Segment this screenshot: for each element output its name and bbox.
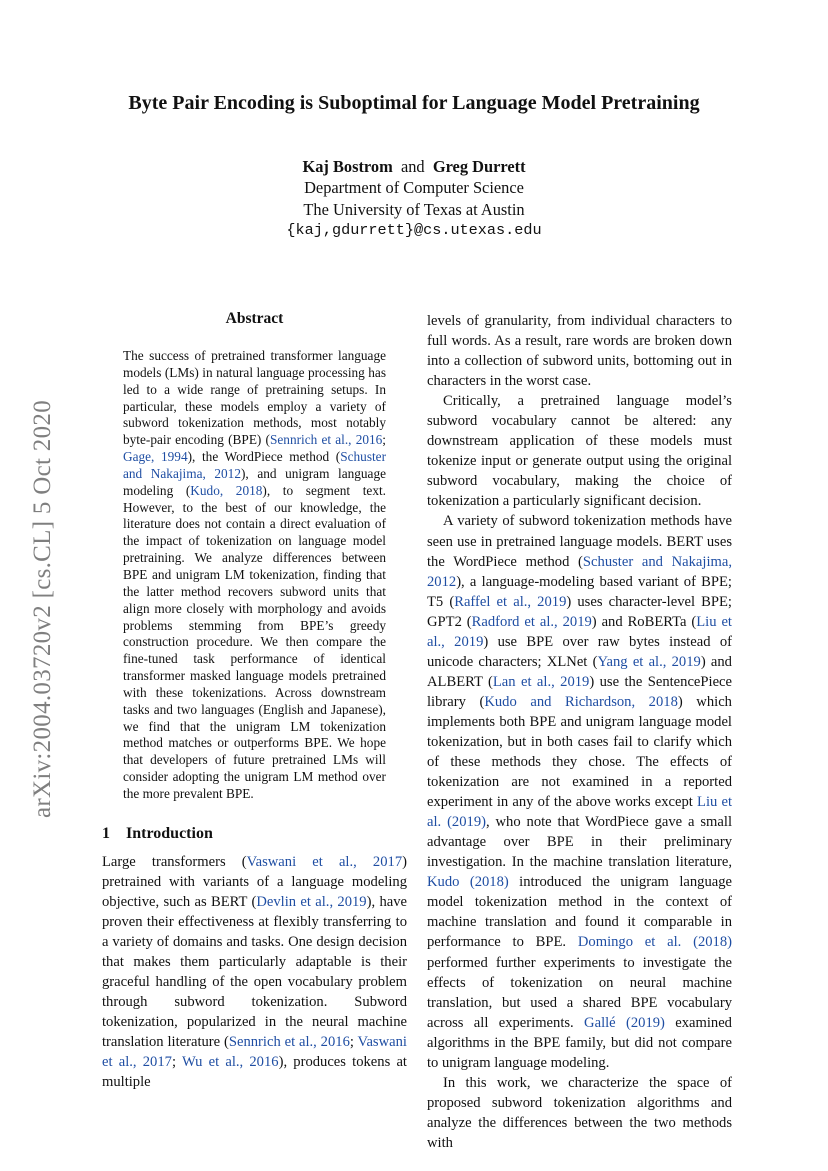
paragraph-text: ) use BPE over raw bytes instead of unicode characters; XLNet ( [427,633,732,670]
paragraph-text: Large transformers ( [102,853,247,870]
paragraph-text: ), the WordPiece method ( [187,449,341,465]
citation-link[interactable]: Schuster and Nakajima, 2012 [427,553,732,590]
author-names [0,156,828,177]
paragraph-text: ) and ALBERT ( [427,653,732,690]
author-conjunction: and [400,157,425,176]
intro-paragraph [102,852,407,1093]
citation-link[interactable]: Yang et al., 2019 [597,653,701,670]
abstract-paragraph [123,348,386,803]
intro-paragraph [427,311,732,391]
paragraph-text: ), have proven their effectiveness at flexibly transferring to a variety of domains and tasks. One design decision that makes them particularly adaptable is their graceful handling of the open vocabulary problem through subword tokenization. Subword tokenization, popularized in the neural machine translation literature ( [102,893,407,1051]
paragraph-text: ; [382,432,386,448]
paper-title: Byte Pair Encoding is Suboptimal for Language Model Pretraining [128,92,700,114]
abstract-heading: Abstract [225,310,284,327]
citation-link[interactable]: Gage, 1994 [123,449,188,465]
paragraph-text: ; [349,1034,358,1051]
paragraph-text: ), to segment text. However, to the best of our knowledge, the literature does not contain a direct evaluation of the impact of tokenization on language model pretraining. We analyze differences between BPE and unigram LM tokenization, finding that the latter method recovers subword units that align more closely with morphology and avoids problems stemming from BPE’s greedy construction procedure. We then compare the fine-tuned task performance of identical transformer masked language models pretrained with these tokenizations. Across downstream tasks and two languages (English and Japanese), we find that the unigram LM tokenization method matches or outperforms BPE. We hope that developers of future pretrained LMs will consider adopting the unigram LM method over the more prevalent BPE. [123,482,386,801]
author-university: The University of Texas at Austin [303,199,525,219]
intro-paragraph [427,511,732,1072]
citation-link[interactable]: Sennrich et al., 2016 [270,432,383,448]
paragraph-text: Critically, a pretrained language model’s subword vocabulary cannot be altered: any downstream application of these models must tokenize input or generate output using the original subword vocabulary, making the choice of tokenization a particularly significant decision. [427,393,732,510]
citation-link[interactable]: Liu et al. (2019) [427,794,733,831]
paragraph-text: introduced the unigram language model tokenization method in the context of machine translation and found it comparable in performance to BPE. [427,874,732,951]
author-department: Department of Computer Science [304,178,524,198]
author-name: Greg Durrett [432,157,526,176]
citation-link[interactable]: Domingo et al. (2018) [577,934,732,951]
paragraph-text: ) which implements both BPE and unigram language model tokenization, but in both cases fail to clarify which of these methods they chose. The effects of tokenization are not examined in a reported experiment in any of the above works except [427,693,732,811]
right-column [427,311,732,1153]
arxiv-identifier-stamp [22,374,64,844]
citation-link[interactable]: Liu et al., 2019 [427,613,732,650]
paragraph-text: A variety of subword tokenization methods have seen use in pretrained language models. BERT uses the WordPiece method ( [427,513,732,570]
author-name: Kaj Bostrom [302,157,393,176]
left-column [102,310,407,1092]
paragraph-text: In this work, we characterize the space of proposed subword tokenization algorithms and analyze the differences between the two methods with [427,1074,732,1151]
citation-link[interactable]: Devlin et al., 2019 [256,893,367,910]
intro-paragraph [427,1073,732,1153]
paragraph-text: ) uses character-level BPE; GPT2 ( [427,593,732,630]
paragraph-text: , who note that WordPiece gave a small advantage over BPE in their preliminary investigation. In the machine translation literature, [427,814,732,871]
arxiv-identifier-text: arXiv:2004.03720v2 [cs.CL] 5 Oct 2020 [29,400,57,818]
paragraph-text: levels of granularity, from individual characters to full words. As a result, rare words are broken down into a collection of subword units, bottoming out in characters in the worst case. [427,313,732,390]
paragraph-text: ) pretrained with variants of a language modeling objective, such as BERT ( [102,853,407,910]
section-number: 1 [102,824,110,842]
citation-link[interactable]: Gallé (2019) [584,1014,665,1031]
citation-link[interactable]: Vaswani et al., 2017 [246,853,403,870]
paragraph-text: ; [171,1054,182,1071]
abstract-body [123,348,386,803]
paragraph-text: ), and unigram language modeling ( [123,465,387,498]
citation-link[interactable]: Wu et al., 2016 [181,1054,279,1071]
citation-link[interactable]: Sennrich et al., 2016 [228,1034,350,1051]
citation-link[interactable]: Schuster and Nakajima, 2012 [123,449,387,481]
intro-paragraph [427,391,732,511]
section-title: Introduction [126,824,213,842]
citation-link[interactable]: Radford et al., 2019 [471,613,592,630]
paragraph-text: ) use the SentencePiece library ( [427,673,733,710]
citation-link[interactable]: Lan et al., 2019 [492,673,590,690]
citation-link[interactable]: Kudo and Richardson, 2018 [484,693,678,710]
paragraph-text: performed further experiments to investigate the effects of tokenization on neural machine translation, but used a shared BPE vocabulary across all experiments. [427,954,732,1031]
citation-link[interactable]: Kudo (2018) [427,874,509,891]
citation-link[interactable]: Raffel et al., 2019 [454,593,567,610]
paragraph-text: ) and RoBERTa ( [591,613,697,630]
paragraph-text: ), produces tokens at multiple [102,1054,407,1091]
citation-link[interactable]: Vaswani et al., 2017 [102,1034,407,1071]
paragraph-text: examined algorithms in the BPE family, but did not compare to unigram language modeling. [427,1014,732,1071]
paragraph-text: The success of pretrained transformer language models (LMs) in natural language processing has led to a wide range of pretraining setups. In particular, these models employ a variety of subword tokenization methods, most notably byte-pair encoding (BPE) ( [123,348,386,448]
citation-link[interactable]: Kudo, 2018 [190,482,263,498]
author-block [0,156,828,241]
section-heading-introduction [102,825,407,843]
author-email: {kaj,gdurrett}@cs.utexas.edu [286,220,542,239]
paragraph-text: ), a language-modeling based variant of BPE; T5 ( [427,573,732,610]
